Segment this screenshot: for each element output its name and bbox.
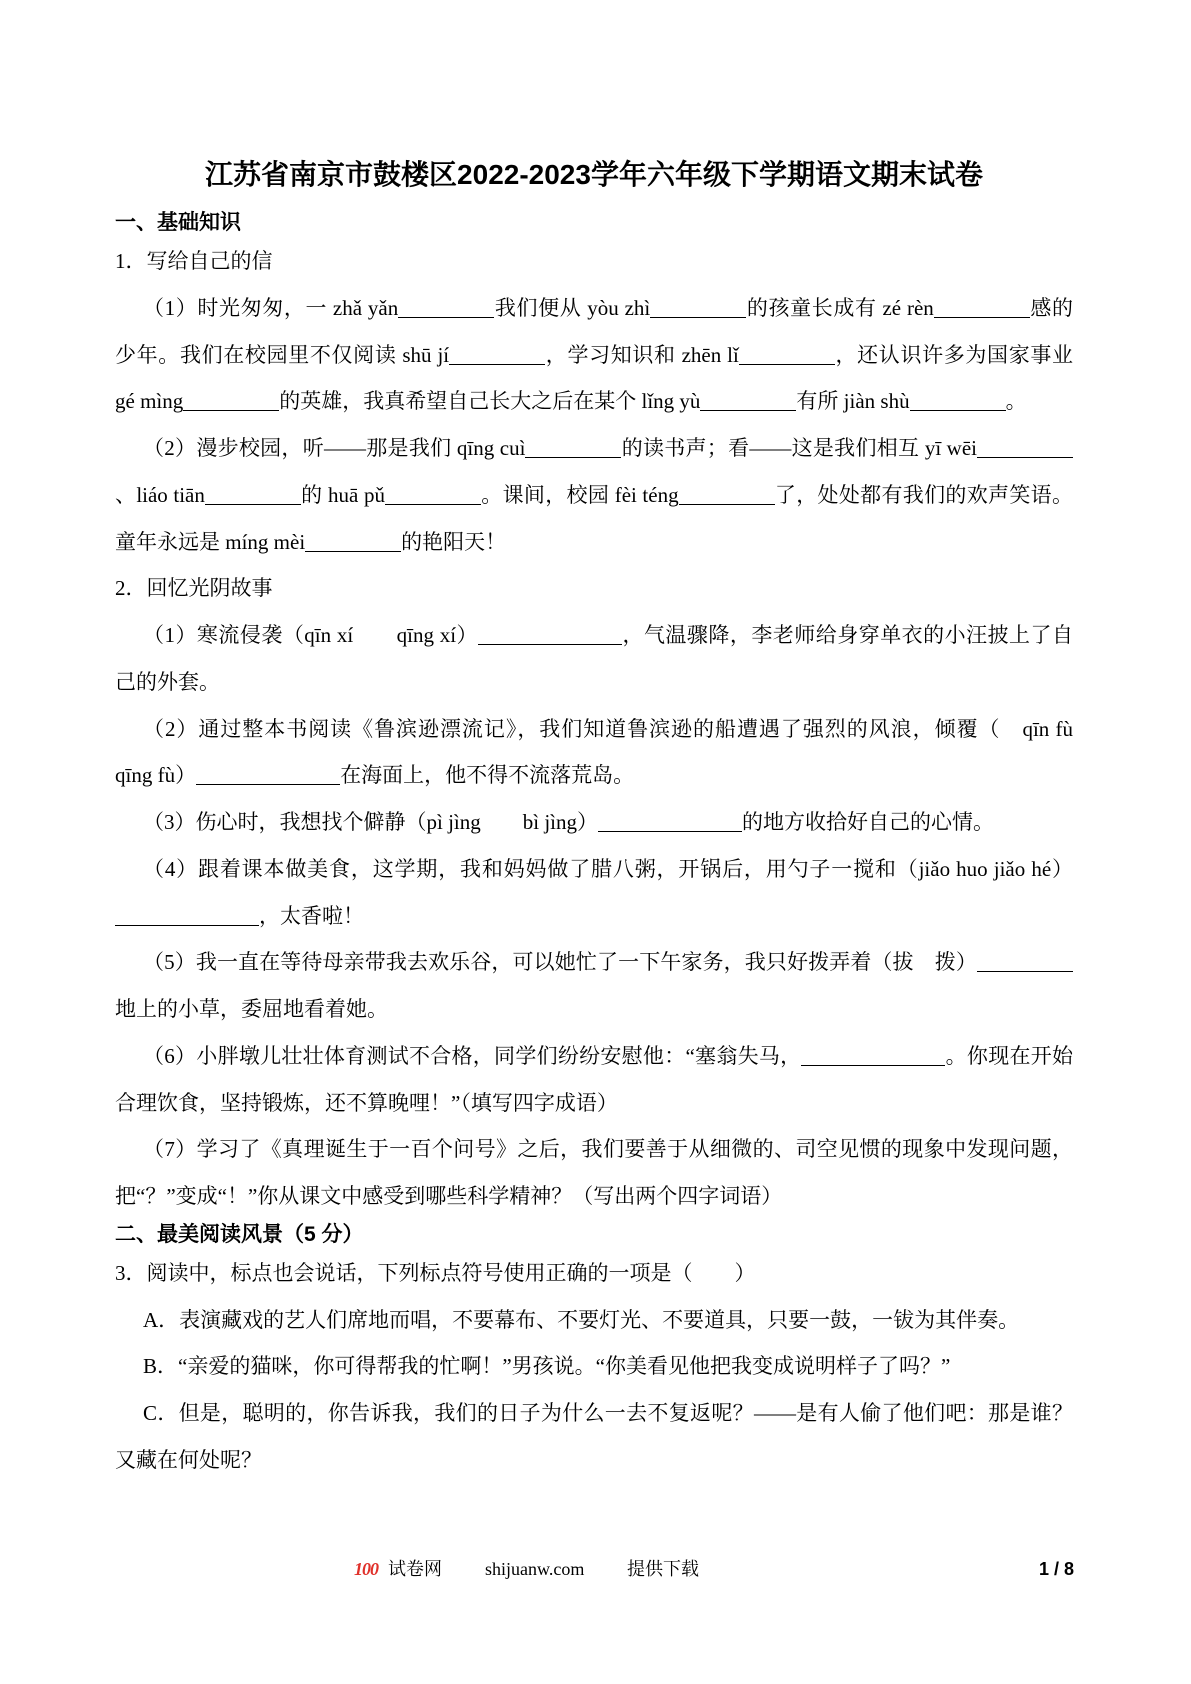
answer-blank <box>478 626 622 645</box>
question-text: （5）我一直在等待母亲带我去欢乐谷，可以她忙了一下午家务，我只好拨弄着（拔 拨） <box>143 950 977 975</box>
exam-content <box>115 155 1094 1484</box>
section-heading-basic-knowledge: 一、基础知识 <box>115 211 241 234</box>
question-text: ，学习知识和 zhēn lǐ <box>545 342 739 367</box>
question-3-option-a: A．表演藏戏的艺人们席地而唱，不要幕布、不要灯光、不要道具，只要一鼓，一钹为其伴奏。 <box>143 1307 1020 1332</box>
question-text: ，还认识许多为国家事业 gé mìng <box>115 342 1074 414</box>
answer-blank <box>598 813 742 832</box>
question-3-option-c: C．但是，聪明的，你告诉我，我们的日子为什么一去不复返呢？——是有人偷了他们吧：那是谁？又藏在何处呢？ <box>115 1401 1073 1472</box>
answer-blank <box>385 486 481 505</box>
answer-blank <box>934 299 1030 318</box>
answer-blank <box>305 533 401 552</box>
question-text: 的 huā pǔ <box>300 482 385 507</box>
question-text: 有所 jiàn shù <box>796 389 910 414</box>
question-2-label: 2．回忆光阴故事 <box>115 576 273 601</box>
question-text: 的英雄，我真希望自己长大之后在某个 lǐng yù <box>279 389 701 414</box>
question-1-item-2 <box>115 425 1073 565</box>
answer-blank <box>525 439 621 458</box>
question-1-label: 1．写给自己的信 <box>115 249 273 273</box>
question-2-item-4 <box>115 846 1073 940</box>
page-number: 1 / 8 <box>1038 1559 1074 1579</box>
question-text: 。你现在开始合理饮食，坚持锻炼，还不算晚哩！”（填写四字成语） <box>115 1043 1073 1115</box>
question-text: 。 <box>1005 389 1027 414</box>
question-text: 感的少年。我们在校园里不仅阅读 shū jí <box>115 295 1074 367</box>
question-2-item-6 <box>115 1033 1073 1127</box>
answer-blank <box>910 392 1006 411</box>
question-text: 、liáo tiān <box>115 482 205 507</box>
question-text: ，太香啦！ <box>259 903 364 928</box>
question-text: 了，处处都有我们的欢声笑语。童年永远是 míng mèi <box>115 482 1073 554</box>
question-3-label: 3．阅读中，标点也会说话，下列标点符号使用正确的一项是（ ） <box>115 1260 756 1285</box>
question-text: （4）跟着课本做美食，这学期，我和妈妈做了腊八粥，开锅后，用勺子一搅和（jiǎo huo jiǎo hé） <box>143 856 1073 881</box>
question-2-item-3 <box>115 799 1073 846</box>
question-2-item-7: （7）学习了《真理诞生于一百个问号》之后，我们要善于从细微的、司空见惯的现象中发现问题，把“？”变成“！”你从课文中感受到哪些科学精神？（写出两个四字词语） <box>115 1137 1073 1208</box>
site-url: shijuanw.com <box>485 1559 585 1579</box>
question-2-item-1 <box>115 612 1073 706</box>
question-text: （6）小胖墩儿壮壮体育测试不合格，同学们纷纷安慰他：“塞翁失马， <box>143 1043 802 1068</box>
answer-blank <box>739 346 835 365</box>
answer-blank <box>977 953 1073 972</box>
answer-blank <box>679 486 775 505</box>
site-logo: 100 <box>354 1559 378 1579</box>
question-2-item-5 <box>115 939 1073 1033</box>
answer-blank <box>700 392 796 411</box>
question-3-option-b: B．“亲爱的猫咪，你可得帮我的忙啊！”男孩说。“你美看见他把我变成说明样子了吗？” <box>143 1354 951 1379</box>
download-note: 提供下载 <box>627 1559 699 1579</box>
question-text: 的读书声；看——这是我们相互 yī wēi <box>621 436 977 460</box>
answer-blank <box>398 299 494 318</box>
answer-blank <box>196 766 340 785</box>
question-text: （2）漫步校园，听——那是我们 qīng cuì <box>143 436 526 460</box>
question-text: ，气温骤降，李老师给身穿单衣的小汪披上了自己的外套。 <box>115 623 1074 694</box>
answer-blank <box>977 439 1073 458</box>
question-text: （3）伤心时，我想找个僻静（pì jìng bì jìng） <box>143 810 599 834</box>
question-text: 我们便从 yòu zhì <box>494 295 651 320</box>
answer-blank <box>115 907 259 926</box>
question-text: （1）时光匆匆，一 zhǎ yǎn <box>143 295 399 320</box>
section-heading-reading: 二、最美阅读风景（5 分） <box>115 1222 364 1246</box>
answer-blank <box>449 346 545 365</box>
answer-blank <box>801 1047 945 1066</box>
page-title: 江苏省南京市鼓楼区2022-2023学年六年级下学期语文期末试卷 <box>205 159 983 190</box>
answer-blank <box>183 392 279 411</box>
question-text: （1）寒流侵袭（qīn xí qīng xí） <box>143 623 478 647</box>
question-text: 的艳阳天！ <box>401 529 507 554</box>
question-text: 。课间，校园 fèi téng <box>480 482 679 507</box>
page-footer <box>0 1557 1191 1581</box>
question-2-item-2 <box>115 706 1094 800</box>
question-1-item-1 <box>115 285 1073 425</box>
question-text: 的孩童长成有 zé rèn <box>746 295 934 320</box>
question-text: 地上的小草，委屈地看着她。 <box>115 997 388 1021</box>
site-name: 试卷网 <box>388 1559 442 1579</box>
answer-blank <box>650 299 746 318</box>
question-text: 在海面上，他不得不流落荒岛。 <box>340 763 635 788</box>
question-text: 的地方收拾好自己的心情。 <box>742 810 995 834</box>
answer-blank <box>205 486 301 505</box>
question-text: （2）通过整本书阅读《鲁滨逊漂流记》，我们知道鲁滨逊的船遭遇了强烈的风浪，倾覆（ qīn fù qīng fù） <box>115 716 1094 788</box>
